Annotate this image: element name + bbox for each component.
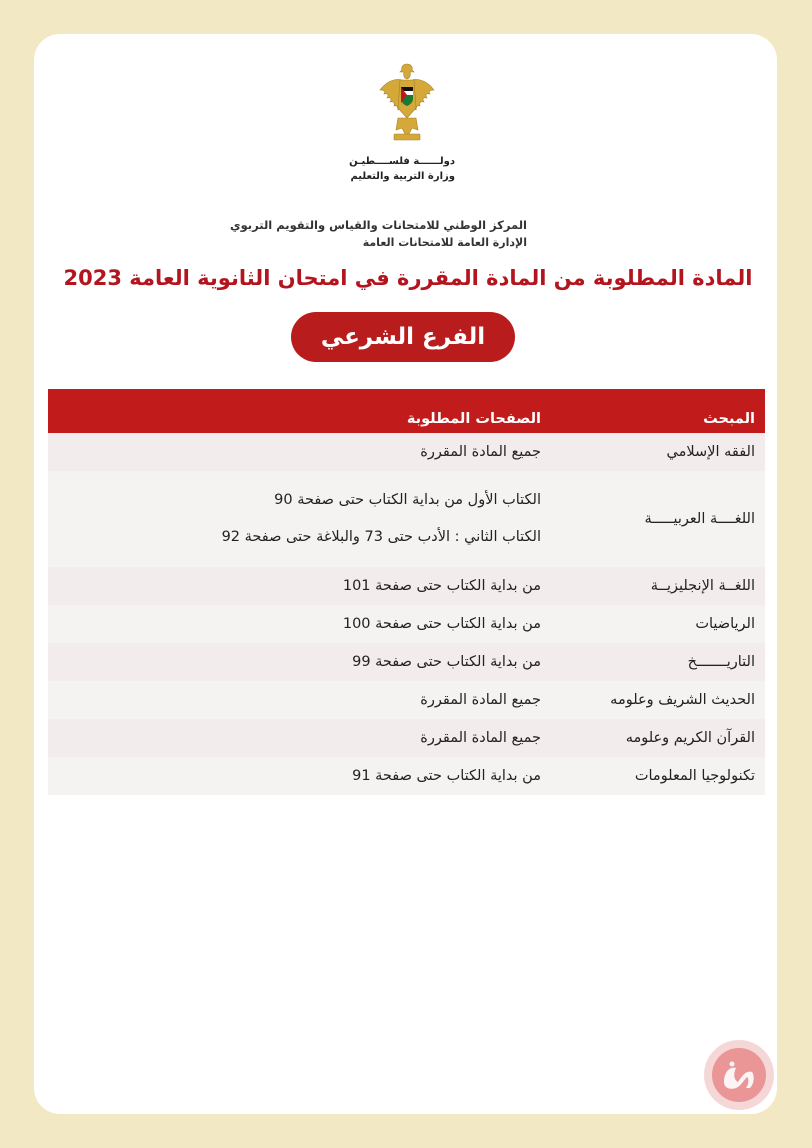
- subject-cell: اللغــــة العربيـــــة: [551, 471, 765, 567]
- page-title: المادة المطلوبة من المادة المقررة في امتحان الثانوية العامة 2023: [63, 266, 753, 290]
- table-row: [48, 567, 765, 605]
- pages-cell: [48, 471, 551, 567]
- table-header-row: [48, 389, 765, 433]
- table-row: [48, 757, 765, 795]
- column-header-subject: المبحث: [551, 389, 765, 433]
- table-row: [48, 681, 765, 719]
- pages-cell: من بداية الكتاب حتى صفحة 91: [48, 757, 551, 795]
- subject-cell: الرياضيات: [551, 605, 765, 643]
- subjects-table: [48, 389, 765, 795]
- pages-cell: من بداية الكتاب حتى صفحة 100: [48, 605, 551, 643]
- pages-cell: من بداية الكتاب حتى صفحة 99: [48, 643, 551, 681]
- pages-cell: جميع المادة المقررة: [48, 681, 551, 719]
- subject-cell: اللغــة الإنجليزيــة: [551, 567, 765, 605]
- subject-cell: القرآن الكريم وعلومه: [551, 719, 765, 757]
- column-header-pages: الصفحات المطلوبة: [48, 389, 551, 433]
- palestine-eagle-emblem-icon: [376, 60, 438, 148]
- subject-cell: الفقه الإسلامي: [551, 433, 765, 471]
- state-name: دولــــــة فلســــطيـن: [349, 156, 455, 167]
- pages-cell: جميع المادة المقررة: [48, 719, 551, 757]
- table-row: [48, 433, 765, 471]
- branch-badge: الفرع الشرعي: [291, 312, 515, 362]
- pages-cell: من بداية الكتاب حتى صفحة 101: [48, 567, 551, 605]
- subject-cell: التاريـــــــخ: [551, 643, 765, 681]
- center-name: المركز الوطني للامتحانات والقياس والتقويم التربوي: [230, 218, 527, 232]
- table-row: [48, 471, 765, 567]
- ministry-name: وزارة التربية والتعليم: [350, 171, 455, 182]
- subject-cell: الحديث الشريف وعلومه: [551, 681, 765, 719]
- pages-line: الكتاب الأول من بداية الكتاب حتى صفحة 90: [274, 492, 541, 508]
- subject-cell: تكنولوجيا المعلومات: [551, 757, 765, 795]
- pages-cell: جميع المادة المقررة: [48, 433, 551, 471]
- maan-logo-icon: [702, 1038, 776, 1112]
- pages-line: الكتاب الثاني : الأدب حتى 73 والبلاغة حتى صفحة 92: [221, 529, 541, 545]
- table-row: [48, 643, 765, 681]
- table-row: [48, 605, 765, 643]
- directorate-name: الإدارة العامة للامتحانات العامة: [362, 236, 527, 249]
- table-row: [48, 719, 765, 757]
